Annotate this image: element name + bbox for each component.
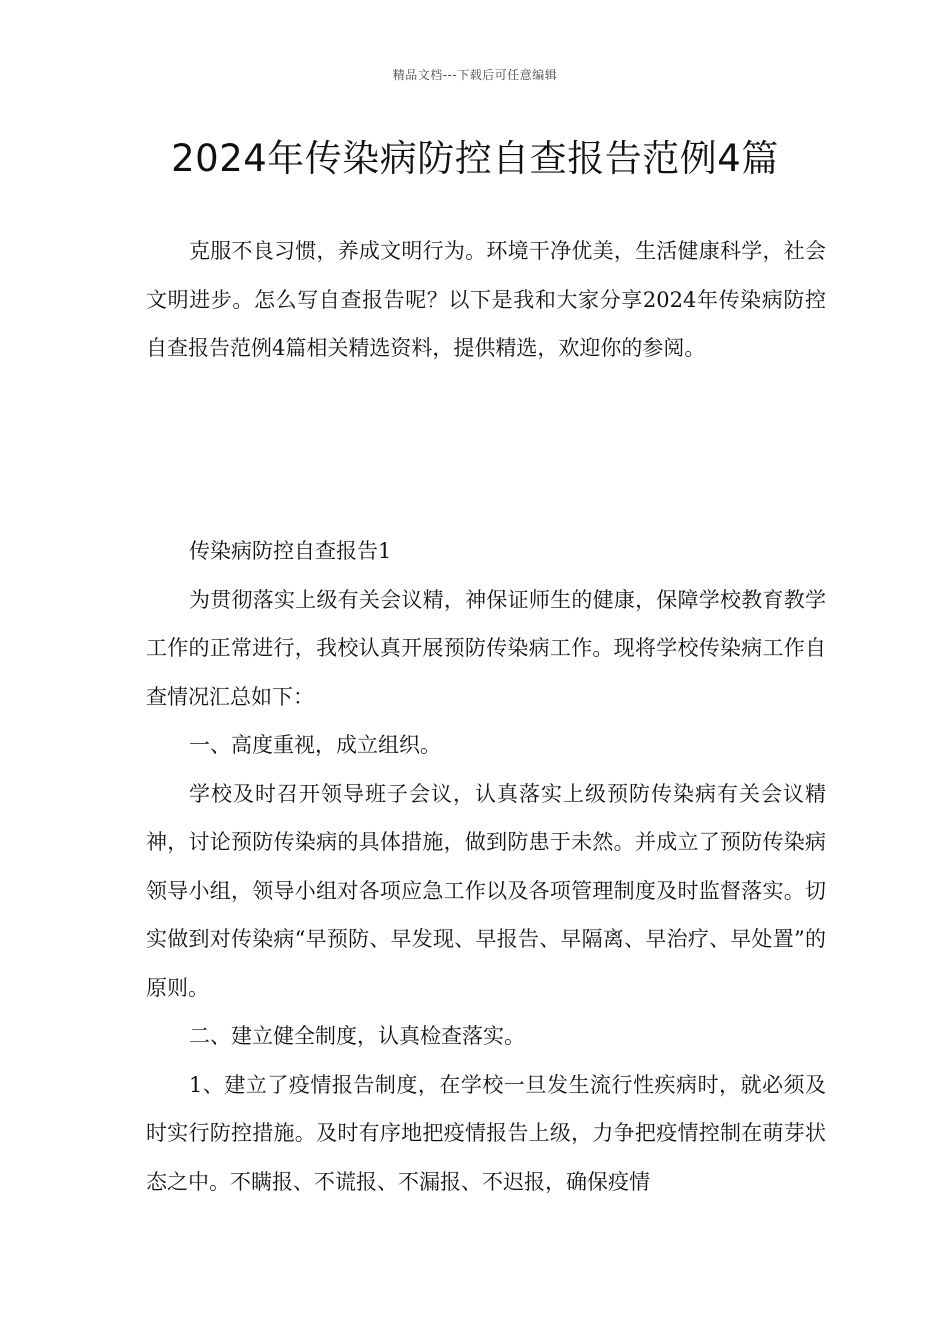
- intro-block: [146, 227, 826, 373]
- section-heading: 传染病防控自查报告1: [189, 539, 392, 563]
- paragraph-leadership: 学校及时召开领导班子会议，认真落实上级预防传染病有关会议精神，讨论预防传染病的具体措施，做到防患于未然。并成立了预防传染病领导小组，领导小组对各项应急工作以及各项管理制度及时监督落实。切实做到对传染病“早预防、早发现、早报告、早隔离、早治疗、早处置”的原则。: [146, 781, 826, 1000]
- paragraph-purpose: 为贯彻落实上级有关会议精，神保证师生的健康，保障学校教育教学工作的正常进行，我校认真开展预防传染病工作。现将学校传染病工作自查情况汇总如下：: [146, 587, 826, 709]
- header-note: 精品文档---下载后可任意编辑: [392, 68, 558, 82]
- paragraph-heading-1: 一、高度重视，成立组织。: [189, 733, 441, 757]
- intro-paragraph: 克服不良习惯，养成文明行为。环境干净优美，生活健康科学，社会文明进步。怎么写自查报告呢？以下是我和大家分享2024年传染病防控自查报告范例4篇相关精选资料，提供精选，欢迎你的参阅。: [146, 239, 826, 360]
- document-title: 2024年传染病防控自查报告范例4篇: [171, 137, 779, 180]
- paragraph-reporting-system: 1、建立了疫情报告制度，在学校一旦发生流行性疾病时，就必须及时实行防控措施。及时有序地把疫情报告上级，力争把疫情控制在萌芽状态之中。不瞒报、不谎报、不漏报、不迟报，确保疫情: [146, 1072, 826, 1194]
- section-report-1: [146, 527, 826, 1206]
- paragraph-heading-2: 二、建立健全制度，认真检查落实。: [189, 1024, 525, 1048]
